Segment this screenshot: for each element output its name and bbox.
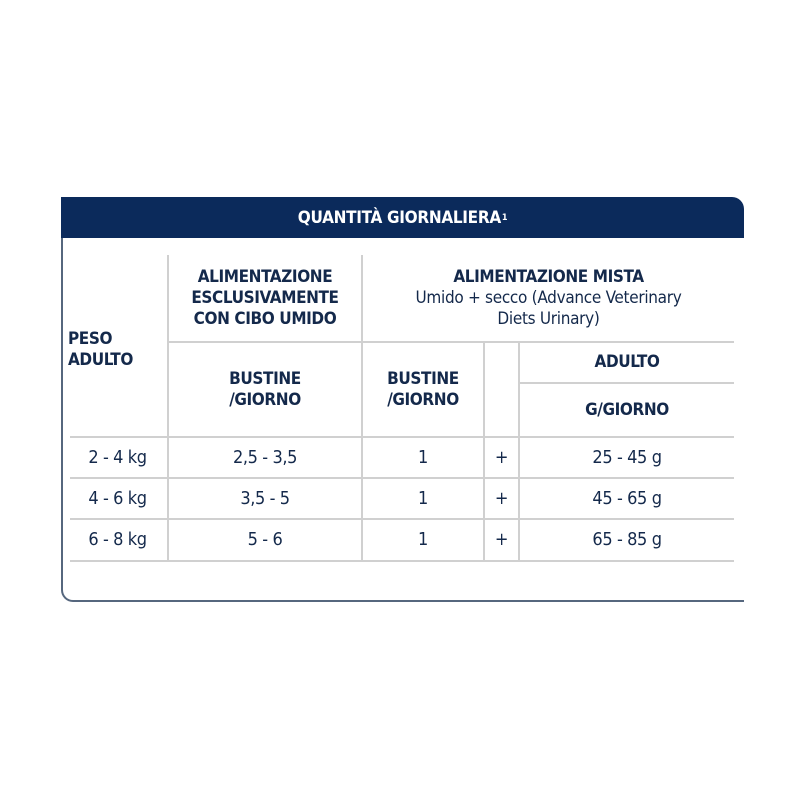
header-mixed-unit-line2: /GIORNO	[387, 389, 459, 410]
cell-exclusive-pouches: 2,5 - 3,5	[232, 447, 297, 468]
cell-mixed-pouches: 1	[418, 447, 428, 468]
header-exclusive-unit-line1: BUSTINE	[229, 368, 301, 389]
cell-dry-grams: 45 - 65 g	[592, 488, 662, 509]
header-adult-label: ADULTO	[594, 352, 660, 372]
cell-weight: 2 - 4 kg	[88, 447, 147, 468]
grid-line	[70, 560, 734, 562]
cell-weight: 6 - 8 kg	[88, 529, 147, 550]
header-exclusive-line1: ALIMENTAZIONE	[197, 266, 333, 287]
header-mixed-sub1: Umido + secco (Advance Veterinary	[415, 287, 682, 308]
header-adult-unit	[520, 384, 734, 436]
cell-weight: 4 - 6 kg	[88, 488, 147, 509]
cell-exclusive-pouches: 3,5 - 5	[240, 488, 290, 509]
header-exclusive-unit-line2: /GIORNO	[229, 389, 301, 410]
header-peso-adulto	[68, 300, 138, 400]
header-mixed-feeding	[363, 255, 734, 341]
header-exclusive-unit	[169, 343, 361, 436]
cell-mixed-pouches: 1	[418, 529, 428, 550]
cell-plus: +	[494, 529, 509, 550]
header-adult	[520, 343, 734, 382]
header-peso-line1: PESO	[68, 329, 113, 349]
cell-dry-grams: 25 - 45 g	[592, 447, 662, 468]
header-peso-line2: ADULTO	[68, 350, 133, 370]
cell-dry-grams: 65 - 85 g	[592, 529, 662, 550]
cell-exclusive-pouches: 5 - 6	[247, 529, 283, 550]
header-mixed-unit	[363, 343, 483, 436]
cell-plus: +	[494, 488, 509, 509]
header-exclusive-line2: ESCLUSIVAMENTE	[191, 287, 339, 308]
table-title-band	[61, 197, 744, 238]
header-adult-unit-label: G/GIORNO	[585, 399, 669, 420]
cell-plus: +	[494, 447, 509, 468]
header-exclusive-line3: CON CIBO UMIDO	[193, 308, 337, 329]
header-mixed-sub2: Diets Urinary)	[497, 308, 600, 329]
cell-mixed-pouches: 1	[418, 488, 428, 509]
header-mixed-title: ALIMENTAZIONE MISTA	[453, 266, 644, 287]
header-mixed-unit-line1: BUSTINE	[387, 368, 459, 389]
table-title: QUANTITÀ GIORNALIERA	[297, 207, 501, 228]
header-exclusive-feeding	[169, 255, 361, 341]
title-footnote: 1	[501, 212, 508, 223]
